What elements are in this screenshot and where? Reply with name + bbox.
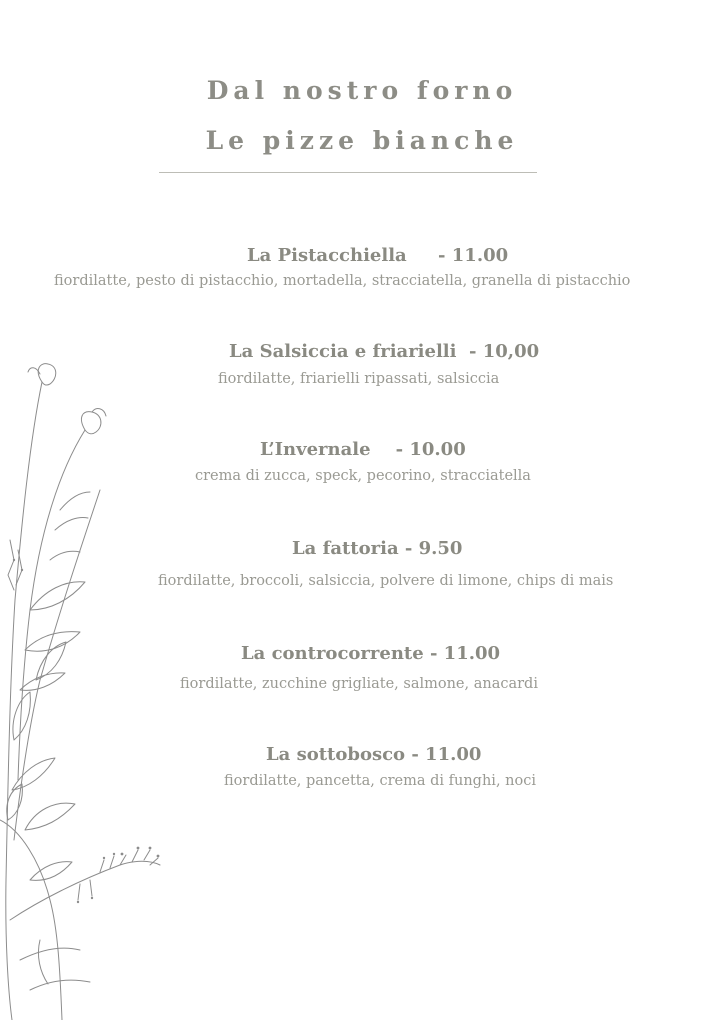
menu-item-name: La sottobosco - 11.00: [266, 744, 482, 765]
menu-heading-line2: Le pizze bianche: [205, 126, 519, 155]
menu-item-name: L’Invernale - 10.00: [260, 439, 466, 460]
floral-sketch-icon: [0, 360, 170, 1020]
menu-item-name: La fattoria - 9.50: [292, 538, 463, 559]
menu-item-description: fiordilatte, pancetta, crema di funghi, noci: [224, 773, 536, 789]
menu-item-description: fiordilatte, friarielli ripassati, salsiccia: [218, 371, 500, 387]
menu-item-description: crema di zucca, speck, pecorino, stracciatella: [195, 468, 531, 484]
menu-item-name: La controcorrente - 11.00: [241, 643, 501, 664]
menu-item-description: fiordilatte, zucchine grigliate, salmone, anacardi: [180, 676, 538, 692]
header-divider: [159, 172, 537, 173]
menu-item-name: La Salsiccia e friarielli - 10,00: [229, 341, 540, 362]
menu-heading-line1: Dal nostro forno: [206, 76, 518, 105]
menu-item-name: La Pistacchiella - 11.00: [247, 245, 509, 266]
menu-item-description: fiordilatte, broccoli, salsiccia, polvere di limone, chips di mais: [158, 573, 614, 589]
menu-item-description: fiordilatte, pesto di pistacchio, mortadella, stracciatella, granella di pistacchio: [54, 273, 631, 289]
